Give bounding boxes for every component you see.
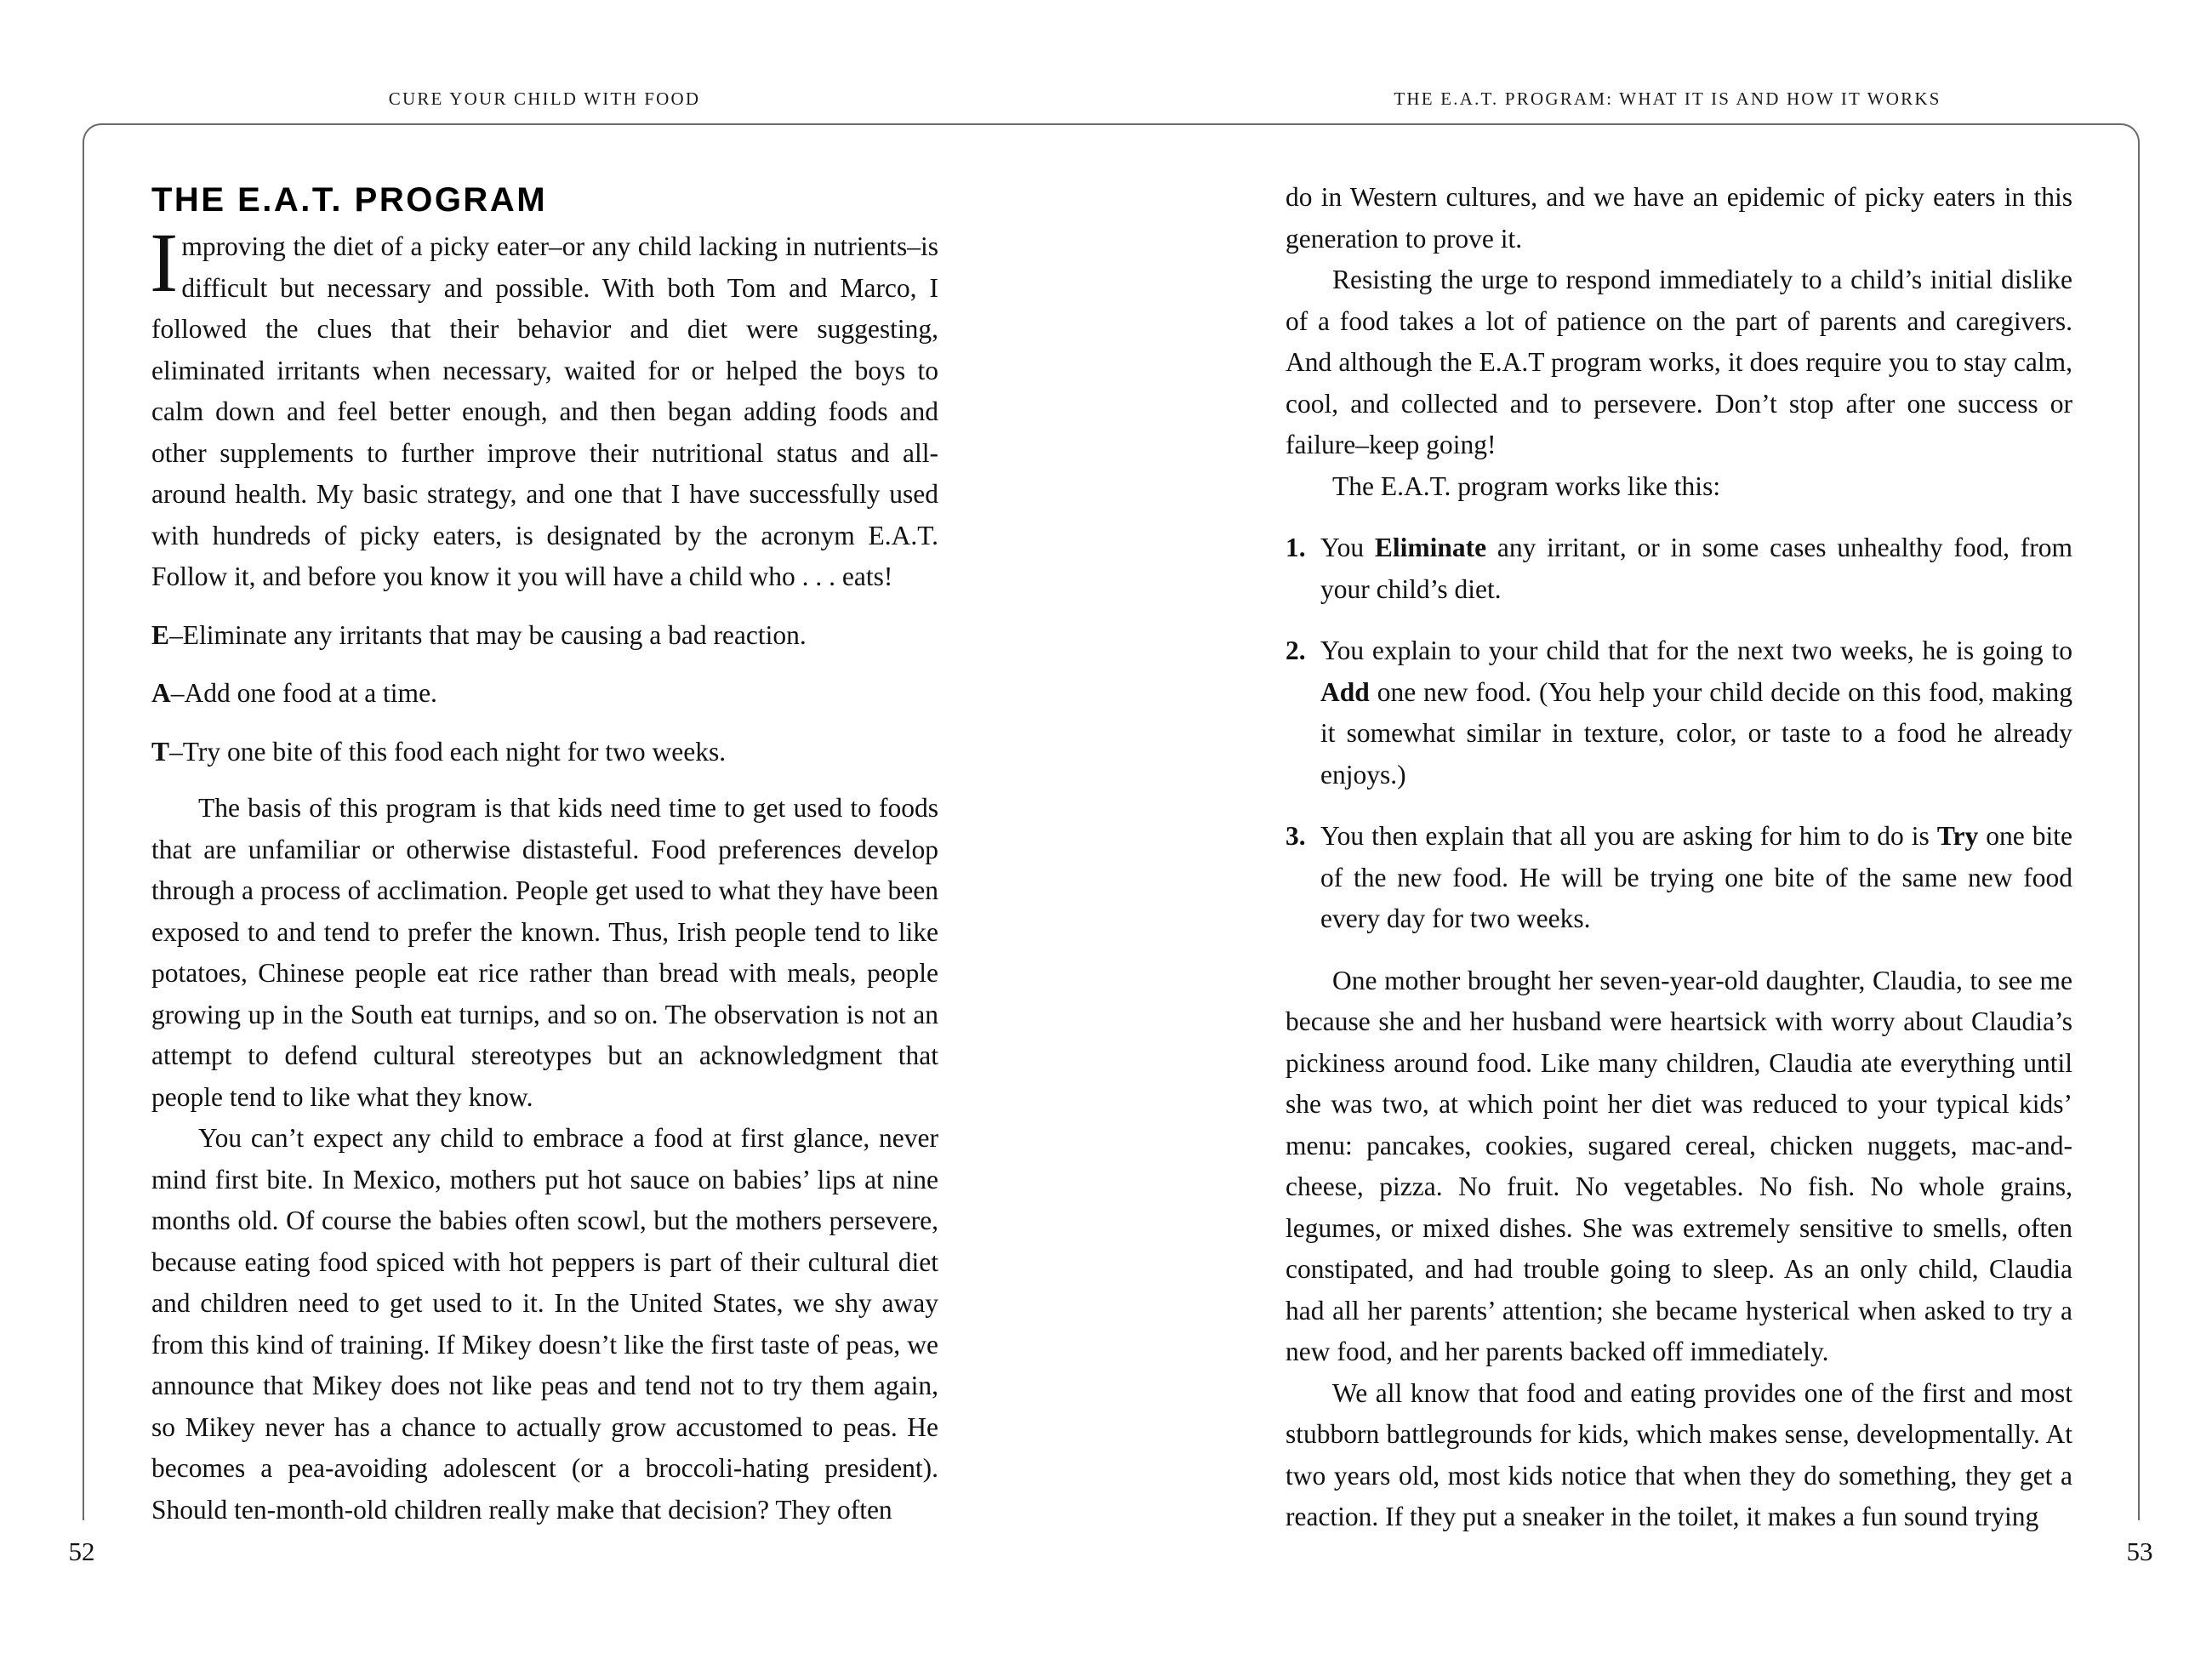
page-number-right: 53 bbox=[2126, 1536, 2153, 1566]
intro-text: mproving the diet of a picky eater–or any child lacking in nutrients–is difficult but necessary and possible. With both Tom and Marco, I followed the clues that their behavior and diet were suggesting, eliminated irritants when necessary, waited for or helped the boys to calm down and feel better enough, and then began adding foods and other supplements to further improve their nutritional status and all-around health. My basic strategy, and one that I have successfully used with hundreds of picky eaters, is designated by the acronym E.A.T. Follow it, and before you know it you will have a child who . . . eats! bbox=[151, 231, 938, 591]
acronym-letter: A bbox=[151, 678, 171, 708]
body-paragraph: Resisting the urge to respond immediately to a child’s initial dislike of a food takes a lot of patience on the part of parents and caregivers. And although the E.A.T program works, it does require you to stay calm, cool, and collected and to persevere. Don’t stop after one success or failure–keep going! bbox=[1286, 265, 2072, 459]
step-text bbox=[1320, 630, 2072, 795]
acronym-letter: E bbox=[151, 619, 170, 650]
page-number-left: 52 bbox=[68, 1536, 95, 1566]
acronym-line-a bbox=[151, 673, 938, 715]
acronym-text: –Eliminate any irritants that may be causing a bad reaction. bbox=[169, 619, 807, 650]
list-item bbox=[1286, 816, 2072, 940]
section-title: THE E.A.T. PROGRAM bbox=[151, 181, 548, 219]
body-paragraph: We all know that food and eating provides one of the first and most stubborn battlegrounds for kids, which makes sense, developmentally. At two years old, most kids notice that when they do something, they get a reaction. If they put a sneaker in the toilet, it makes a fun sound trying bbox=[1286, 1377, 2072, 1531]
step-text-before: You explain to your child that for the next two weeks, he is going to bbox=[1320, 636, 2072, 665]
step-number: 1. bbox=[1286, 533, 1306, 562]
step-text-before: You then explain that all you are asking for him to do is bbox=[1320, 821, 1937, 851]
step-text bbox=[1320, 816, 2072, 940]
acronym-text: –Try one bite of this food each night for two weeks. bbox=[169, 736, 727, 767]
step-keyword: Add bbox=[1320, 676, 1370, 707]
continuation-paragraph: do in Western cultures, and we have an epidemic of picky eaters in this generation to prove it. bbox=[1286, 182, 2072, 254]
intro-paragraph bbox=[150, 215, 938, 598]
running-head-left: CURE YOUR CHILD WITH FOOD bbox=[388, 88, 701, 109]
list-item bbox=[1286, 630, 2072, 795]
body-paragraph: The E.A.T. program works like this: bbox=[1332, 470, 1721, 501]
running-head-right: THE E.A.T. PROGRAM: WHAT IT IS AND HOW IT WORKS bbox=[1394, 88, 1941, 109]
right-page-column bbox=[1286, 177, 2072, 1538]
step-text bbox=[1320, 527, 2072, 610]
step-keyword: Eliminate bbox=[1374, 533, 1487, 562]
drop-cap: I bbox=[150, 215, 179, 310]
eat-steps-list bbox=[1286, 527, 2072, 940]
step-text-before: You bbox=[1320, 533, 1375, 562]
left-page-column bbox=[151, 177, 938, 1531]
list-item bbox=[1286, 527, 2072, 610]
step-text-after: any irritant, or in some cases unhealthy food, from your child’s diet. bbox=[1320, 533, 2072, 604]
step-number: 3. bbox=[1286, 821, 1306, 851]
step-text-after: one bite of the new food. He will be trying one bite of the same new food every day for two weeks. bbox=[1320, 821, 2073, 933]
acronym-line-e bbox=[151, 615, 938, 657]
body-paragraph: The basis of this program is that kids need time to get used to foods that are unfamiliar or otherwise distasteful. Food preferences develop through a process of acclimation. People get used to what they have been exposed to and tend to prefer the known. Thus, Irish people tend to like potatoes, Chinese people eat rice rather than bread with meals, people growing up in the South eat turnips, and so on. The observation is not an attempt to defend cultural stereotypes but an acknowledgment that people tend to like what they know. bbox=[151, 793, 938, 1112]
step-number: 2. bbox=[1286, 636, 1306, 665]
acronym-text: –Add one food at a time. bbox=[170, 678, 437, 708]
step-keyword: Try bbox=[1936, 821, 1979, 851]
step-text-after: one new food. (You help your child decide on this food, making it somewhat similar in texture, color, or taste to a food he already enjoys.) bbox=[1320, 676, 2072, 790]
body-paragraph: One mother brought her seven-year-old daughter, Claudia, to see me because she and her husband were heartsick with worry about Claudia’s pickiness around food. Like many children, Claudia ate everything until she was two, at which point her diet was reduced to your typical kids’ menu: pancakes, cookies, sugared cereal, chicken nuggets, mac-and-cheese, pizza. No fruit. No vegetables. No fish. No whole grains, legumes, or mixed dishes. She was extremely sensitive to smells, often constipated, and had trouble going to sleep. As an only child, Claudia had all her parents’ attention; she became hysterical when asked to try a new food, and her parents backed off immediately. bbox=[1286, 965, 2072, 1366]
body-paragraph: You can’t expect any child to embrace a food at first glance, never mind first bite. In Mexico, mothers put hot sauce on babies’ lips at nine months old. Of course the babies often scowl, but the mothers persevere, because eating food spiced with hot peppers is part of their cultural diet and children need to get used to it. In the United States, we shy away from this kind of training. If Mikey doesn’t like the first taste of peas, we announce that Mikey does not like peas and tend not to try them again, so Mikey never has a chance to actually grow accustomed to peas. He becomes a pea-avoiding adolescent (or a broccoli-hating president). Should ten-month-old children really make that decision? They often bbox=[151, 1123, 938, 1525]
acronym-line-t bbox=[151, 732, 938, 773]
acronym-letter: T bbox=[151, 736, 170, 767]
